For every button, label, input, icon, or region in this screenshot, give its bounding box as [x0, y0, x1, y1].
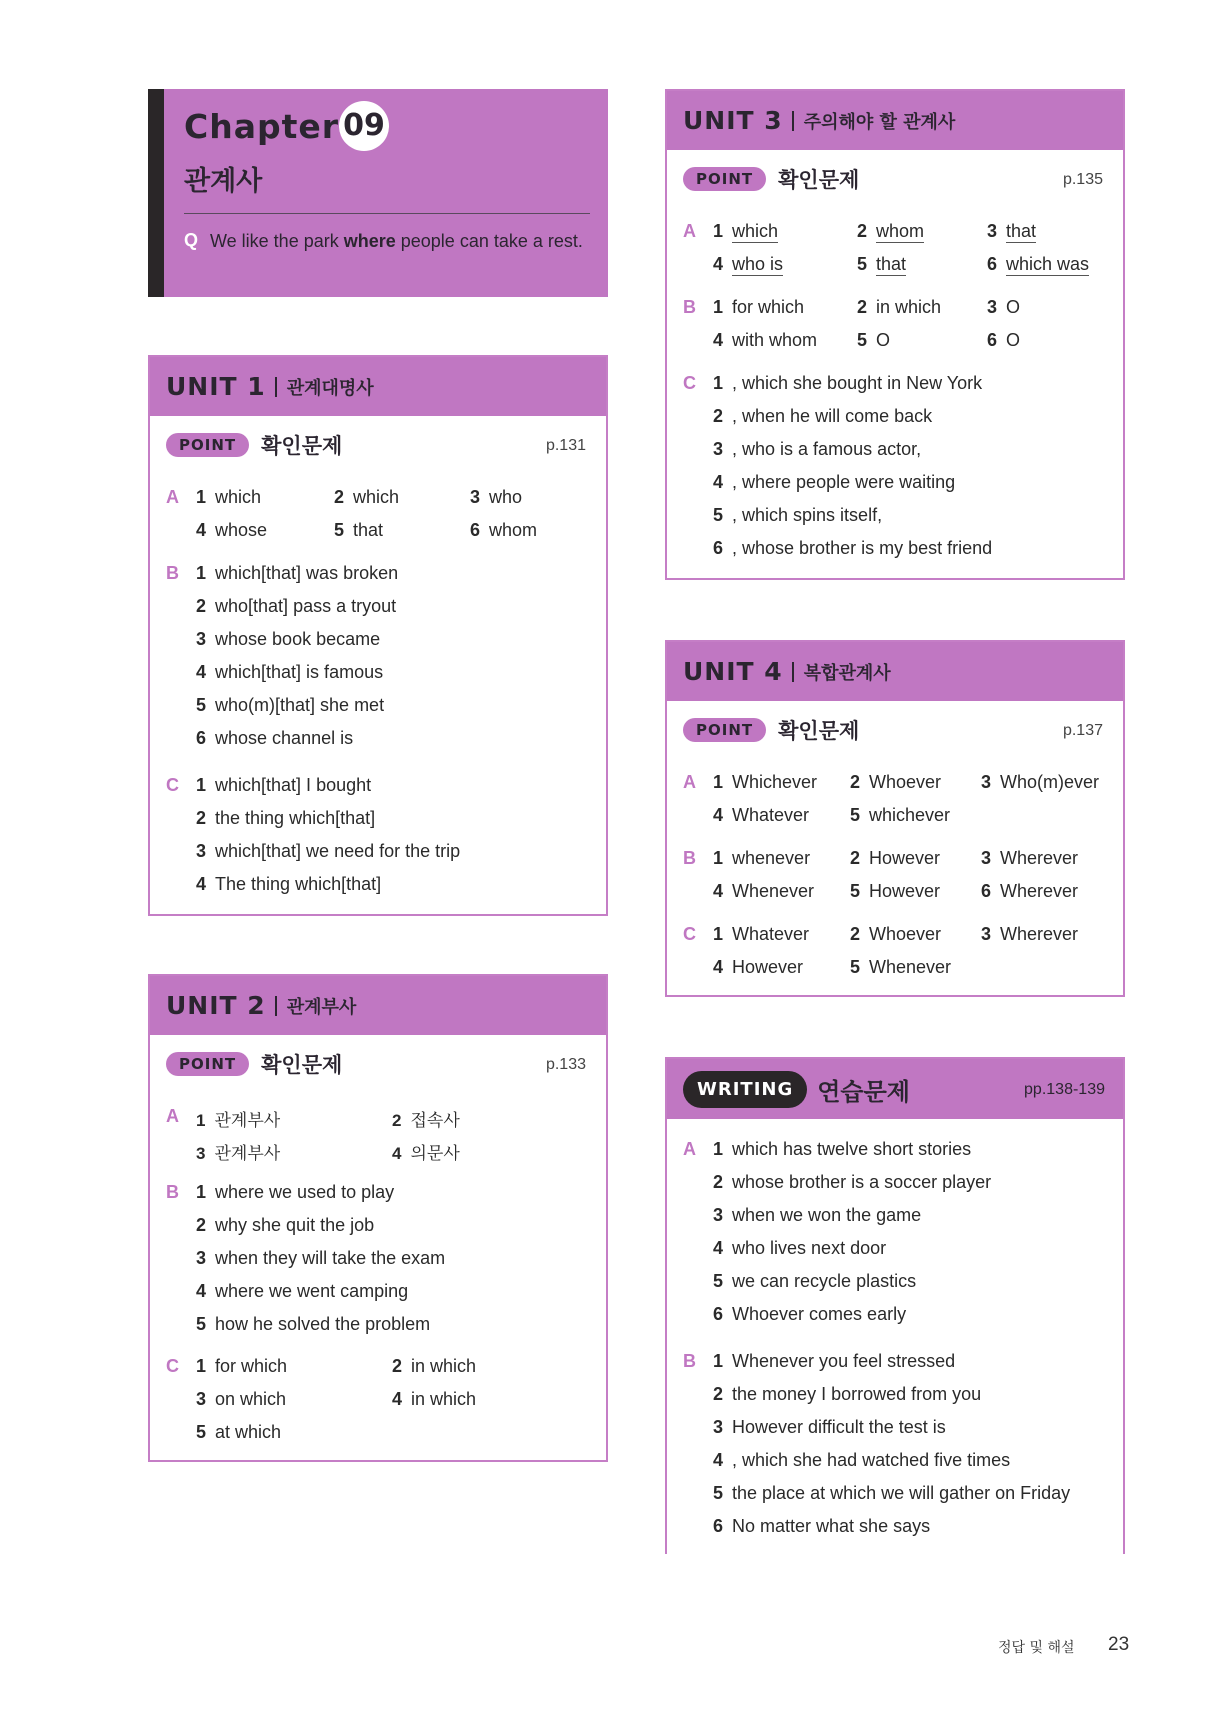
unit1-page-ref: p.131	[545, 437, 586, 454]
unit4-point-row	[667, 701, 1123, 759]
answer-item: 2 , when he will come back	[713, 406, 933, 426]
answer-text: whose channel is	[215, 728, 354, 748]
answer-item: 6 , whose brother is my best friend	[713, 538, 993, 558]
chapter-divider	[184, 213, 590, 214]
answer-text: 접속사	[410, 1111, 460, 1130]
answer-item: 3 when we won the game	[713, 1205, 922, 1225]
answer-text: which has twelve short stories	[732, 1139, 972, 1159]
answer-text: Whenever	[732, 881, 815, 901]
answer-item: 1 where we used to play	[196, 1182, 395, 1202]
answer-item: 3 on which	[196, 1389, 287, 1409]
answer-item: 3 Wherever	[981, 924, 1079, 944]
answer-text: Whichever	[732, 772, 818, 792]
answer-text: Whenever you feel stressed	[732, 1351, 956, 1371]
answer-item: 2 the thing which[that]	[196, 808, 376, 828]
unit2-box	[148, 974, 608, 1462]
answer-item: 2 Whoever	[850, 924, 942, 944]
answer-text: how he solved the problem	[215, 1314, 431, 1334]
unit4-point-title: 확인문제	[778, 719, 860, 743]
unit2-header	[150, 976, 606, 1035]
answer-text: , which she had watched five times	[732, 1450, 1011, 1470]
page-number: 23	[1108, 1634, 1130, 1655]
answer-item: 2 who[that] pass a tryout	[196, 596, 397, 616]
answer-item: 3 , who is a famous actor,	[713, 439, 922, 459]
question-mark-label: Q	[184, 230, 199, 250]
section-letter: C	[166, 775, 179, 795]
answer-text: in which	[411, 1356, 477, 1376]
answer-item: 5 However	[850, 881, 941, 901]
unit2-point-title: 확인문제	[261, 1053, 343, 1077]
answer-item: 2 why she quit the job	[196, 1215, 375, 1235]
section-letter: B	[683, 1351, 696, 1371]
answer-item: 1 Whatever	[713, 924, 810, 944]
answer-text: 관계부사	[214, 1144, 281, 1163]
answer-item: 1 which[that] was broken	[196, 563, 399, 583]
answer-item: 2 the money I borrowed from you	[713, 1384, 982, 1404]
answer-item: 1 which[that] I bought	[196, 775, 372, 795]
answer-text: which	[215, 487, 262, 507]
writing-header	[667, 1059, 1123, 1119]
unit1-subtitle: 관계대명사	[286, 377, 374, 399]
answer-item: 2 Whoever	[850, 772, 942, 792]
unit3-box	[665, 89, 1125, 580]
chapter-number: 09	[339, 101, 389, 151]
unit3-separator	[792, 111, 794, 131]
answer-text: the thing which[that]	[215, 808, 376, 828]
writing-title: 연습문제	[817, 1077, 910, 1106]
answer-text: when they will take the exam	[215, 1248, 446, 1268]
answer-item: 3 O	[987, 297, 1021, 317]
answer-item: 1 for which	[196, 1356, 288, 1376]
section-letter: B	[683, 297, 696, 317]
answer-text: , whose brother is my best friend	[732, 538, 993, 558]
answer-item: 5 the place at which we will gather on Friday	[713, 1483, 1071, 1503]
answer-text: who[that] pass a tryout	[215, 596, 397, 616]
answer-text: 관계부사	[214, 1111, 281, 1130]
unit2-label: UNIT 2	[166, 991, 266, 1020]
section-letter: A	[166, 487, 179, 507]
answer-item: 5 how he solved the problem	[196, 1314, 431, 1334]
answer-item: 4 with whom	[713, 330, 818, 350]
unit4-page-ref: p.137	[1062, 722, 1103, 739]
section-letter: C	[166, 1356, 179, 1376]
section-letter: A	[683, 1139, 696, 1159]
example-bold: where	[343, 231, 396, 251]
answer-text: whom	[489, 520, 538, 540]
answer-text: whose brother is a soccer player	[732, 1172, 992, 1192]
answer-text: Whoever	[869, 772, 942, 792]
answer-text: in which	[411, 1389, 477, 1409]
answer-item: 2 whose brother is a soccer player	[713, 1172, 992, 1192]
answer-text: at which	[215, 1422, 282, 1442]
answer-text: whichever	[869, 805, 951, 825]
answer-item: 1 which	[713, 221, 779, 241]
section-letter: A	[683, 772, 696, 792]
answer-text: O	[1006, 330, 1021, 350]
unit2-point-row	[150, 1035, 606, 1093]
answer-item: 1 which has twelve short stories	[713, 1139, 972, 1159]
answer-text: we can recycle plastics	[732, 1271, 917, 1291]
answer-text: with whom	[732, 330, 818, 350]
unit1-separator	[275, 377, 277, 397]
answer-text: Whenever	[869, 957, 952, 977]
answer-text: , who is a famous actor,	[732, 439, 922, 459]
answer-item: 5 that	[857, 254, 907, 274]
answer-text: O	[1006, 297, 1021, 317]
answer-item: 5 Whenever	[850, 957, 952, 977]
answer-text: Wherever	[1000, 924, 1079, 944]
writing-box	[665, 1057, 1125, 1554]
answer-item: 5 at which	[196, 1422, 282, 1442]
answer-item: 6 No matter what she says	[713, 1516, 931, 1536]
answer-item: 4 The thing which[that]	[196, 874, 382, 894]
answer-item: 6 whose channel is	[196, 728, 354, 748]
answer-text: whose book became	[215, 629, 381, 649]
section-letter: A	[683, 221, 696, 241]
answer-item: 6 O	[987, 330, 1021, 350]
unit3-page-ref: p.135	[1062, 171, 1103, 188]
answer-item: 4 However	[713, 957, 804, 977]
unit2-separator	[275, 996, 277, 1016]
answer-text: No matter what she says	[732, 1516, 931, 1536]
answer-text: Whatever	[732, 924, 810, 944]
answer-item: 3 However difficult the test is	[713, 1417, 946, 1437]
answer-text: Wherever	[1000, 848, 1079, 868]
answer-text: for which	[215, 1356, 288, 1376]
writing-page-ref: pp.138-139	[1024, 1081, 1105, 1098]
answer-text: Who(m)ever	[1000, 772, 1100, 792]
answer-item: 3 Who(m)ever	[981, 772, 1100, 792]
unit4-box	[665, 640, 1125, 997]
unit1-point-title: 확인문제	[261, 434, 343, 458]
answer-item: 3 관계부사	[196, 1144, 281, 1163]
unit2-point-badge: POINT	[166, 1052, 249, 1076]
answer-text: , which she bought in New York	[732, 373, 983, 393]
unit2-page-ref: p.133	[545, 1056, 586, 1073]
answer-text: which[that] is famous	[215, 662, 384, 682]
unit4-label: UNIT 4	[683, 657, 783, 686]
example-after: people can take a rest.	[395, 231, 583, 251]
answer-text: where we used to play	[215, 1182, 395, 1202]
answer-text: for which	[732, 297, 805, 317]
answer-text: the money I borrowed from you	[732, 1384, 982, 1404]
answer-item: 4 who lives next door	[713, 1238, 887, 1258]
answer-item: 2 접속사	[392, 1111, 460, 1130]
unit1-label: UNIT 1	[166, 372, 266, 401]
unit4-header	[667, 642, 1123, 701]
unit3-header	[667, 91, 1123, 150]
chapter-accent-bar	[148, 89, 164, 297]
answer-text: whose	[215, 520, 268, 540]
unit1-header	[150, 357, 606, 416]
answer-item: 2 in which	[392, 1356, 477, 1376]
answer-item: 6 which was	[987, 254, 1090, 274]
section-letter: C	[683, 924, 696, 944]
section-letter: A	[166, 1106, 179, 1126]
answer-item: 4 , which she had watched five times	[713, 1450, 1011, 1470]
unit4-separator	[792, 662, 794, 682]
unit3-point-title: 확인문제	[778, 168, 860, 192]
writing-badge: WRITING	[683, 1071, 807, 1108]
answer-item: 2 which	[334, 487, 400, 507]
answer-item: 6 whom	[470, 520, 538, 540]
answer-text: whom	[876, 221, 925, 241]
answer-text: who	[489, 487, 523, 507]
unit3-label: UNIT 3	[683, 106, 783, 135]
answer-text: in which	[876, 297, 942, 317]
answer-item: 6 Wherever	[981, 881, 1079, 901]
answer-item: 5 that	[334, 520, 384, 540]
answer-text: Whatever	[732, 805, 810, 825]
answer-item: 5 O	[857, 330, 891, 350]
answer-text: where we went camping	[215, 1281, 409, 1301]
answer-item: 5 whichever	[850, 805, 951, 825]
answer-text: which[that] I bought	[215, 775, 372, 795]
answer-text: that	[1006, 221, 1037, 241]
answer-item: 3 which[that] we need for the trip	[196, 841, 461, 861]
section-letter: B	[166, 563, 179, 583]
footer-label: 정답 및 해설	[998, 1640, 1075, 1656]
answer-text: Whoever comes early	[732, 1304, 907, 1324]
answer-text: that	[876, 254, 907, 274]
chapter-header	[148, 89, 608, 297]
answer-text: that	[353, 520, 384, 540]
answer-item: 4 in which	[392, 1389, 477, 1409]
answer-text: the place at which we will gather on Friday	[732, 1483, 1071, 1503]
answer-text: O	[876, 330, 891, 350]
answer-text: who lives next door	[732, 1238, 887, 1258]
answer-text: which[that] we need for the trip	[215, 841, 461, 861]
answer-item: 2 whom	[857, 221, 925, 241]
answer-item: 1 관계부사	[196, 1111, 281, 1130]
example-before: We like the park	[210, 231, 344, 251]
answer-item: 1 whenever	[713, 848, 811, 868]
answer-text: , when he will come back	[732, 406, 933, 426]
section-letter: C	[683, 373, 696, 393]
unit1-box	[148, 355, 608, 916]
answer-text: However	[869, 881, 941, 901]
unit4-subtitle: 복합관계사	[803, 662, 891, 684]
chapter-example	[210, 228, 590, 254]
answer-item: 5 , which spins itself,	[713, 505, 883, 525]
answer-text: However	[732, 957, 804, 977]
answer-item: 1 for which	[713, 297, 805, 317]
answer-text: which	[732, 221, 779, 241]
answer-item: 4 which[that] is famous	[196, 662, 384, 682]
answer-item: 3 that	[987, 221, 1037, 241]
answer-text: Wherever	[1000, 881, 1079, 901]
chapter-word: Chapter	[184, 107, 340, 146]
answer-text: on which	[215, 1389, 287, 1409]
answer-item: 4 의문사	[392, 1144, 460, 1163]
answer-text: However difficult the test is	[732, 1417, 946, 1437]
answer-item: 3 when they will take the exam	[196, 1248, 446, 1268]
unit3-point-row	[667, 150, 1123, 208]
answer-item: 2 However	[850, 848, 941, 868]
answer-item: 3 Wherever	[981, 848, 1079, 868]
answer-item: 4 whose	[196, 520, 268, 540]
answer-item: 4 Whatever	[713, 805, 810, 825]
answer-text: who is	[732, 254, 784, 274]
answer-text: which	[353, 487, 400, 507]
answer-text: when we won the game	[732, 1205, 922, 1225]
answer-text: The thing which[that]	[215, 874, 382, 894]
answer-item: 5 who(m)[that] she met	[196, 695, 385, 715]
answer-item: 1 , which she bought in New York	[713, 373, 983, 393]
unit1-point-row	[150, 416, 606, 474]
answer-text: , where people were waiting	[732, 472, 956, 492]
answer-item: 2 in which	[857, 297, 942, 317]
section-letter: B	[683, 848, 696, 868]
answer-item: 4 who is	[713, 254, 784, 274]
answer-text: which was	[1006, 254, 1090, 274]
answer-text: whenever	[732, 848, 811, 868]
answer-item: 3 who	[470, 487, 523, 507]
answer-text: which[that] was broken	[215, 563, 399, 583]
answer-item: 1 Whenever you feel stressed	[713, 1351, 956, 1371]
section-letter: B	[166, 1182, 179, 1202]
answer-text: , which spins itself,	[732, 505, 883, 525]
unit4-point-badge: POINT	[683, 718, 766, 742]
unit3-point-badge: POINT	[683, 167, 766, 191]
chapter-title: 관계사	[184, 166, 263, 197]
answer-text: Whoever	[869, 924, 942, 944]
answer-text: why she quit the job	[215, 1215, 375, 1235]
answer-text: 의문사	[410, 1144, 460, 1163]
unit1-point-badge: POINT	[166, 433, 249, 457]
answer-text: However	[869, 848, 941, 868]
answer-item: 4 where we went camping	[196, 1281, 409, 1301]
answer-item: 3 whose book became	[196, 629, 381, 649]
answer-item: 4 , where people were waiting	[713, 472, 956, 492]
answer-item: 4 Whenever	[713, 881, 815, 901]
unit2-subtitle: 관계부사	[286, 996, 357, 1018]
answer-item: 1 Whichever	[713, 772, 818, 792]
answer-item: 5 we can recycle plastics	[713, 1271, 917, 1291]
answer-item: 6 Whoever comes early	[713, 1304, 907, 1324]
answer-text: who(m)[that] she met	[215, 695, 385, 715]
answer-item: 1 which	[196, 487, 262, 507]
unit3-subtitle: 주의해야 할 관계사	[803, 111, 956, 133]
